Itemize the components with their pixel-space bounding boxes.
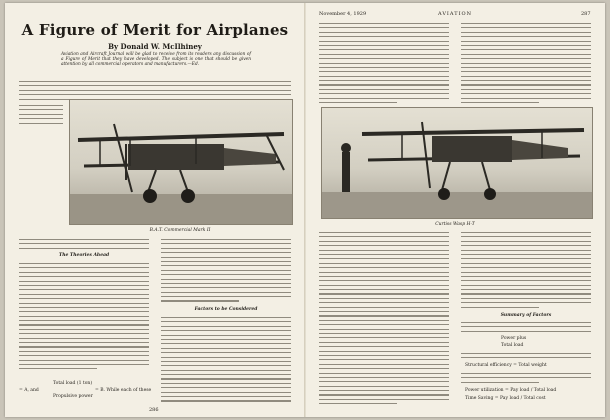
right-text-col-g — [461, 373, 591, 386]
photo-caption-left: B.A.T. Commercial Mark II — [149, 228, 211, 233]
formula1-numerator: Power plus — [501, 336, 527, 341]
body-text-col-a — [19, 105, 63, 127]
body-text-col-e — [161, 317, 291, 405]
formula-rhs: = B. While each of these — [95, 388, 152, 393]
article-byline: By Donald W. McIlhiney — [108, 42, 202, 51]
right-text-col-d — [461, 232, 591, 311]
right-text-col-a — [319, 23, 449, 106]
running-head-date: November 4, 1929 — [319, 11, 367, 17]
formula-lhs: = A, and — [19, 388, 39, 393]
page-number-left: 286 — [149, 407, 159, 413]
biplane-illustration-2 — [322, 108, 592, 218]
article-title: A Figure of Merit for Airplanes — [21, 21, 289, 39]
formula-numerator: Total load (1 ton) — [53, 381, 93, 386]
running-head-title: AVIATION — [437, 11, 473, 17]
biplane-illustration — [70, 100, 292, 224]
airplane-photo-curtiss — [321, 107, 593, 219]
formula-power: Power utilization = Pay load / Total load — [465, 388, 557, 393]
formula-time: Time Saving = Pay load / Total cost — [465, 396, 546, 401]
right-page — [305, 3, 605, 417]
right-text-col-f — [461, 353, 591, 362]
right-text-col-c — [319, 232, 449, 408]
magazine-spread — [5, 3, 605, 417]
right-text-col-e — [461, 322, 591, 335]
body-text-col-d — [161, 239, 291, 305]
left-page — [5, 3, 305, 417]
body-text-col-b — [19, 239, 149, 252]
body-text-col-c — [19, 263, 149, 373]
section-heading-factors: Factors to be Considered — [194, 307, 258, 312]
formula-denominator: Propulsive power — [53, 394, 93, 399]
photo-caption-right: Curtiss Wasp H-T — [435, 222, 475, 227]
formula-structural: Structural efficiency = Total weight — [465, 363, 547, 368]
formula1-denominator: Total load — [501, 343, 524, 348]
airplane-photo-bat — [69, 99, 293, 225]
page-number-right: 287 — [581, 11, 591, 17]
editor-intro: Aviation and Aircraft Journal will be glad to receive from its readers any discussion of a Figure of Merit that they have developed. The subject is one that should be given attention by all commercial operators and manufacturers.—Ed. — [61, 52, 251, 68]
section-heading-summary: Summary of Factors — [500, 313, 552, 318]
section-heading-theories: The Theories Ahead — [58, 253, 110, 258]
right-text-col-b — [461, 23, 591, 106]
